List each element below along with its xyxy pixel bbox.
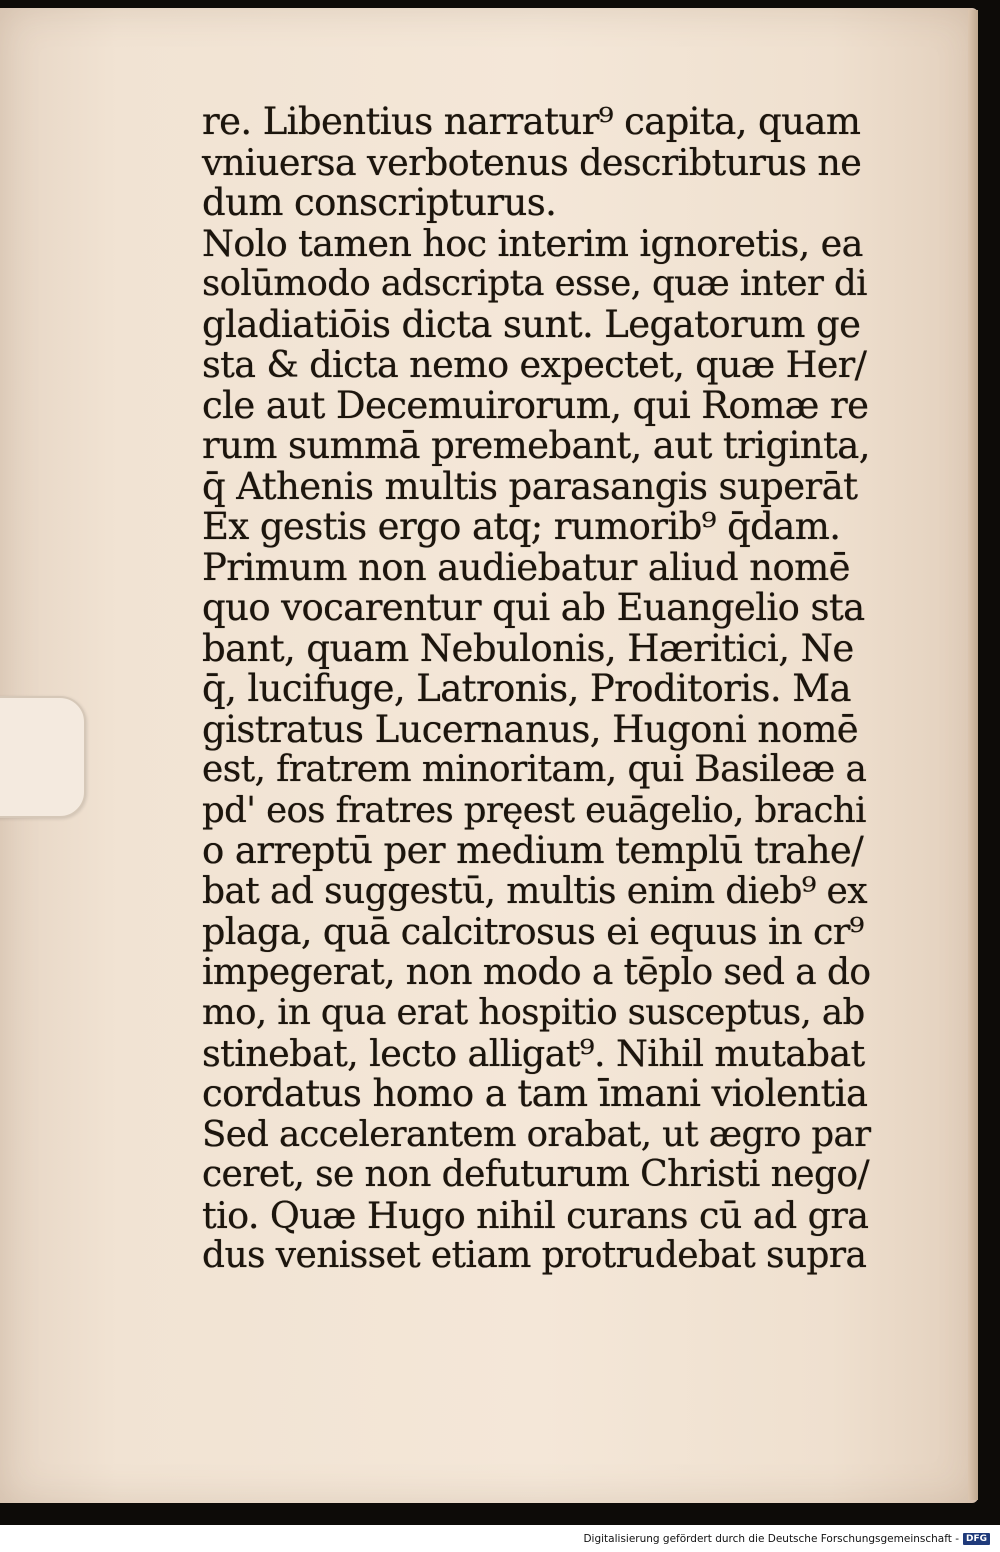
text-line: Ex gestis ergo atq; rumorib⁹ q̄dam. <box>202 505 841 548</box>
text-line: solūmodo adscripta esse, quæ inter di <box>202 263 867 304</box>
text-line: bat ad suggestū, multis enim dieb⁹ ex <box>202 870 867 912</box>
text-line: o arreptū per medium templū trahe/ <box>202 829 864 872</box>
text-line: Sed accelerantem orabat, ut ægro par <box>202 1113 871 1155</box>
text-line: impegerat, non modo a tēplo sed a do <box>202 951 871 993</box>
text-line: tio. Quæ Hugo nihil curans cū ad gra <box>202 1193 869 1237</box>
text-line: quo vocarentur qui ab Euangelio sta <box>202 586 865 629</box>
text-line: est, fratrem minoritam, qui Basileæ a <box>202 749 867 790</box>
text-line: sta & dicta nemo expectet, quæ Her/ <box>202 343 867 386</box>
dfg-logo: DFG <box>963 1533 990 1545</box>
digitization-credit <box>583 1533 990 1545</box>
credit-text: Digitalisierung gefördert durch die Deutsche Forschungsgemeinschaft - <box>583 1533 959 1545</box>
text-line: stinebat, lecto alligat⁹. Nihil mutabat <box>202 1031 865 1075</box>
page-edge <box>968 10 978 1500</box>
text-line: pd' eos fratres pręest euāgelio, brachi <box>202 789 866 831</box>
show-through-ink <box>910 188 921 229</box>
text-line: cle aut Decemuirorum, qui Romæ re <box>202 383 869 427</box>
text-line: bant, quam Nebulonis, Hæritici, Ne <box>202 626 854 670</box>
text-line: q̄, lucifuge, Latronis, Proditoris. Ma <box>202 667 851 710</box>
page-holder-tab <box>0 696 86 818</box>
text-line: gladiatiōis dicta sunt. Legatorum ge <box>202 302 861 346</box>
text-line: plaga, quā calcitrosus ei equus in cr⁹ <box>202 910 864 953</box>
text-line: dum conscripturus. <box>202 181 557 224</box>
text-line: Nolo tamen hoc interim ignoretis, ea <box>202 221 863 265</box>
text-line: re. Libentius narratur⁹ capita, quam <box>202 100 861 143</box>
text-line: dus venisset etiam protrudebat supra <box>202 1235 867 1276</box>
text-line: rum summā premebant, aut triginta, <box>202 424 870 467</box>
text-line: vniuersa verbotenus describturus ne <box>202 140 862 184</box>
text-line: cordatus homo a tam īmani violentia <box>202 1072 868 1115</box>
page-text-block <box>202 102 870 1277</box>
text-line: mo, in qua erat hospitio susceptus, ab <box>202 992 865 1033</box>
text-line: Primum non audiebatur aliud nomē <box>202 545 850 589</box>
text-line: q̄ Athenis multis parasangis superāt <box>202 464 858 508</box>
text-line: ceret, se non defuturum Christi nego/ <box>202 1154 870 1195</box>
text-line: gistratus Lucernanus, Hugoni nomē <box>202 707 859 751</box>
book-page <box>0 8 978 1503</box>
